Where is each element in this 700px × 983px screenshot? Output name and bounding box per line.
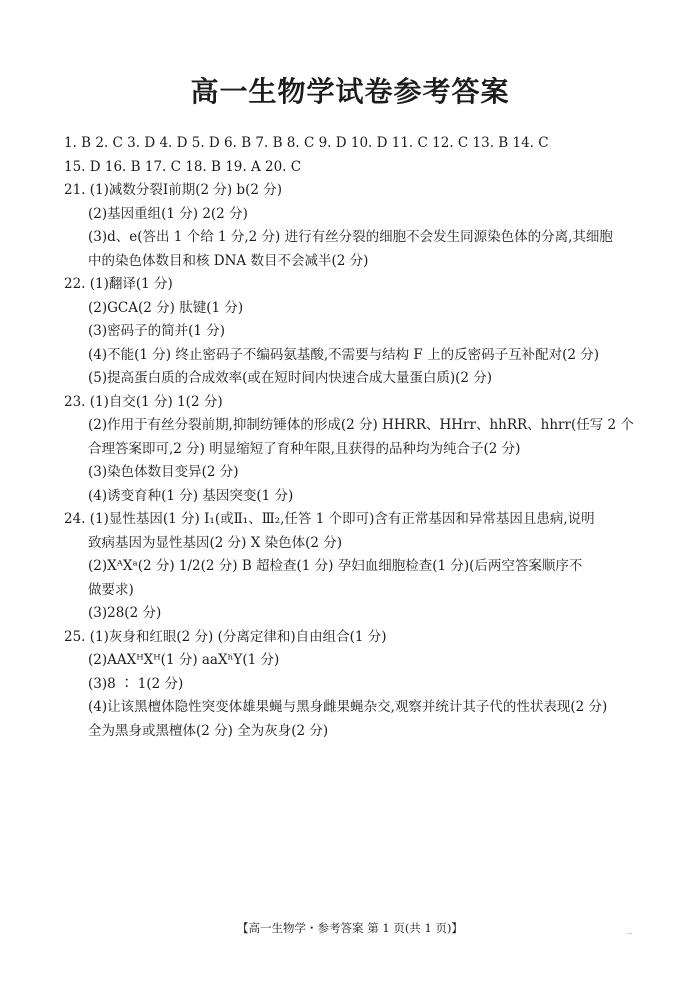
answer-line: 1. B 2. C 3. D 4. D 5. D 6. B 7. B 8. C 9. D 10. D 11. C 12. C 13. B 14. C: [64, 135, 549, 151]
answer-line: 全为黑身或黑檀体(2 分) 全为灰身(2 分): [88, 722, 329, 739]
footer-mark: ...: [626, 928, 633, 936]
answer-line: (4)不能(1 分) 终止密码子不编码氨基酸,不需要与结构 F 上的反密码子互补配对(2 分): [88, 346, 599, 363]
answer-list: [64, 132, 644, 743]
answer-line: (3)8 ∶ 1(2 分): [88, 675, 184, 692]
answer-line: 致病基因为显性基因(2 分) X 染色体(2 分): [88, 534, 343, 551]
answer-line: (2)XᴬXᵃ(2 分) 1/2(2 分) B 超检查(1 分) 孕妇血细胞检查(1 分)(后两空答案顺序不: [88, 558, 583, 574]
answer-line: (3)密码子的简并(1 分): [88, 323, 226, 339]
page-footer: 【高一生物学・参考答案 第 1 页(共 1 页)】: [237, 921, 463, 935]
answer-line: (5)提高蛋白质的合成效率(或在短时间内快速合成大量蛋白质)(2 分): [88, 370, 493, 386]
answer-line: 中的染色体数目和核 DNA 数目不会减半(2 分): [88, 252, 369, 269]
answer-line: (3)d、e(答出 1 个给 1 分,2 分) 进行有丝分裂的细胞不会发生同源染色体的分离,其细胞: [88, 229, 613, 245]
answer-line: 21. (1)减数分裂Ⅰ前期(2 分) b(2 分): [64, 182, 282, 198]
answer-line: (2)AAXᴴXᴴ(1 分) aaXʰY(1 分): [88, 652, 280, 668]
answer-line: (2)GCA(2 分) 肽键(1 分): [88, 299, 244, 316]
answer-line: (3)染色体数目变异(2 分): [88, 464, 239, 480]
answer-line: (2)基因重组(1 分) 2(2 分): [88, 205, 248, 222]
answer-line: 25. (1)灰身和红眼(2 分) (分离定律和)自由组合(1 分): [64, 628, 387, 645]
answer-line: 24. (1)显性基因(1 分) Ⅰ₁(或Ⅱ₁、Ⅲ₂,任答 1 个即可)含有正常基因和异常基因且患病,说明: [64, 511, 595, 527]
answer-line: 23. (1)自交(1 分) 1(2 分): [64, 393, 223, 410]
answer-line: (4)诱变育种(1 分) 基因突变(1 分): [88, 487, 294, 504]
answer-line: (4)让该黑檀体隐性突变体雄果蝇与黑身雌果蝇杂交,观察并统计其子代的性状表现(2 分): [88, 699, 608, 715]
answer-line: 15. D 16. B 17. C 18. B 19. A 20. C: [64, 158, 302, 175]
page-title: 高一生物学试卷参考答案: [190, 75, 510, 108]
answer-line: 合理答案即可,2 分) 明显缩短了育种年限,且获得的品种均为纯合子(2 分): [88, 440, 521, 457]
answer-line: 做要求): [88, 581, 134, 598]
answer-line: (2)作用于有丝分裂前期,抑制纺锤体的形成(2 分) HHRR、HHrr、hhRR、hhrr(任写 2 个: [88, 417, 634, 433]
answer-line: (3)28(2 分): [88, 605, 162, 621]
answer-line: 22. (1)翻译(1 分): [64, 276, 173, 292]
